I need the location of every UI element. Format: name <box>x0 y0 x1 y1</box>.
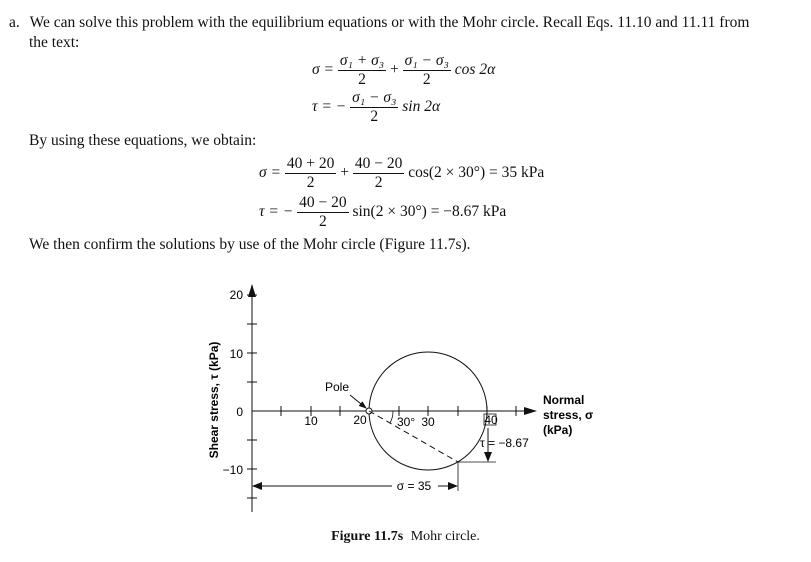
fraction-sum-numeric: $\frac{40 + 20}{2}$ <box>286 155 335 191</box>
y-tick-0: 0 <box>236 405 243 419</box>
sin-term-numeric: sin(2 × 30°) = −8.67 kPa <box>352 203 507 221</box>
confirm-text: We then confirm the solutions by use of the Mohr circle (Figure 11.7s). <box>29 236 471 253</box>
x-axis-label-3: (kPa) <box>543 423 573 437</box>
x-tick-20: 20 <box>353 413 367 427</box>
fraction-diff-tau-numeric: $\frac{40 - 20}{2}$ <box>299 194 347 230</box>
sin-term: sin 2α <box>402 98 441 116</box>
x-tick-10: 10 <box>304 414 318 428</box>
item-marker: a. <box>9 14 20 31</box>
sigma-lhs: σ = <box>312 61 334 79</box>
x-axis-arrowhead <box>524 407 537 415</box>
angle-label: 30° <box>397 415 416 429</box>
caption-label: Figure 11.7s <box>331 529 404 544</box>
cos-term-numeric: cos(2 × 30°) = 35 kPa <box>408 164 545 182</box>
tau-arrowhead <box>484 452 492 462</box>
intro-line-2: the text: <box>29 34 80 51</box>
using-text: By using these equations, we obtain: <box>29 132 257 149</box>
tau-lhs: τ = − <box>312 98 347 116</box>
sigma-arrowhead-right <box>448 482 458 490</box>
intro-line-1: We can solve this problem with the equilibrium equations or with the Mohr circle. Recall Eqs. 11.10 and 11.11 from <box>29 14 750 31</box>
fraction-diff: $\frac{\text{σ₁ − σ₃}}{2}$ <box>404 52 449 88</box>
pole-pointer-arrow <box>350 395 366 408</box>
plus-sign: + <box>390 61 399 79</box>
y-tick-minus10: −10 <box>222 463 243 477</box>
x-tick-40: 40 <box>484 413 498 427</box>
angle-arc <box>390 411 393 423</box>
x-axis-label-2: stress, σ <box>543 408 594 422</box>
fraction-diff-tau: $\frac{\text{σ₁ − σ₃}}{2}$ <box>352 89 397 125</box>
y-axis-label: Shear stress, τ (kPa) <box>207 341 221 459</box>
tau-lhs-numeric: τ = − <box>259 203 294 221</box>
fraction-sum: $\frac{\text{σ₁ + σ₃}}{2}$ <box>339 52 385 88</box>
plus-sign-numeric: + <box>340 164 349 182</box>
sigma-result-label: σ = 35 <box>396 479 432 493</box>
cos-term: cos 2α <box>454 61 496 79</box>
fraction-diff-numeric: $\frac{40 - 20}{2}$ <box>354 155 403 191</box>
y-tick-20: 20 <box>229 288 243 302</box>
pole-label: Pole <box>325 380 350 394</box>
x-axis-label-1: Normal <box>543 393 585 407</box>
sigma-lhs-numeric: σ = <box>259 164 281 182</box>
y-tick-10: 10 <box>229 347 243 361</box>
sigma-arrowhead-left <box>252 482 262 490</box>
tau-result-label: τ = −8.67 <box>480 436 529 450</box>
x-tick-30: 30 <box>421 415 435 429</box>
caption-text: Mohr circle. <box>410 529 480 544</box>
figure-caption <box>0 529 811 545</box>
